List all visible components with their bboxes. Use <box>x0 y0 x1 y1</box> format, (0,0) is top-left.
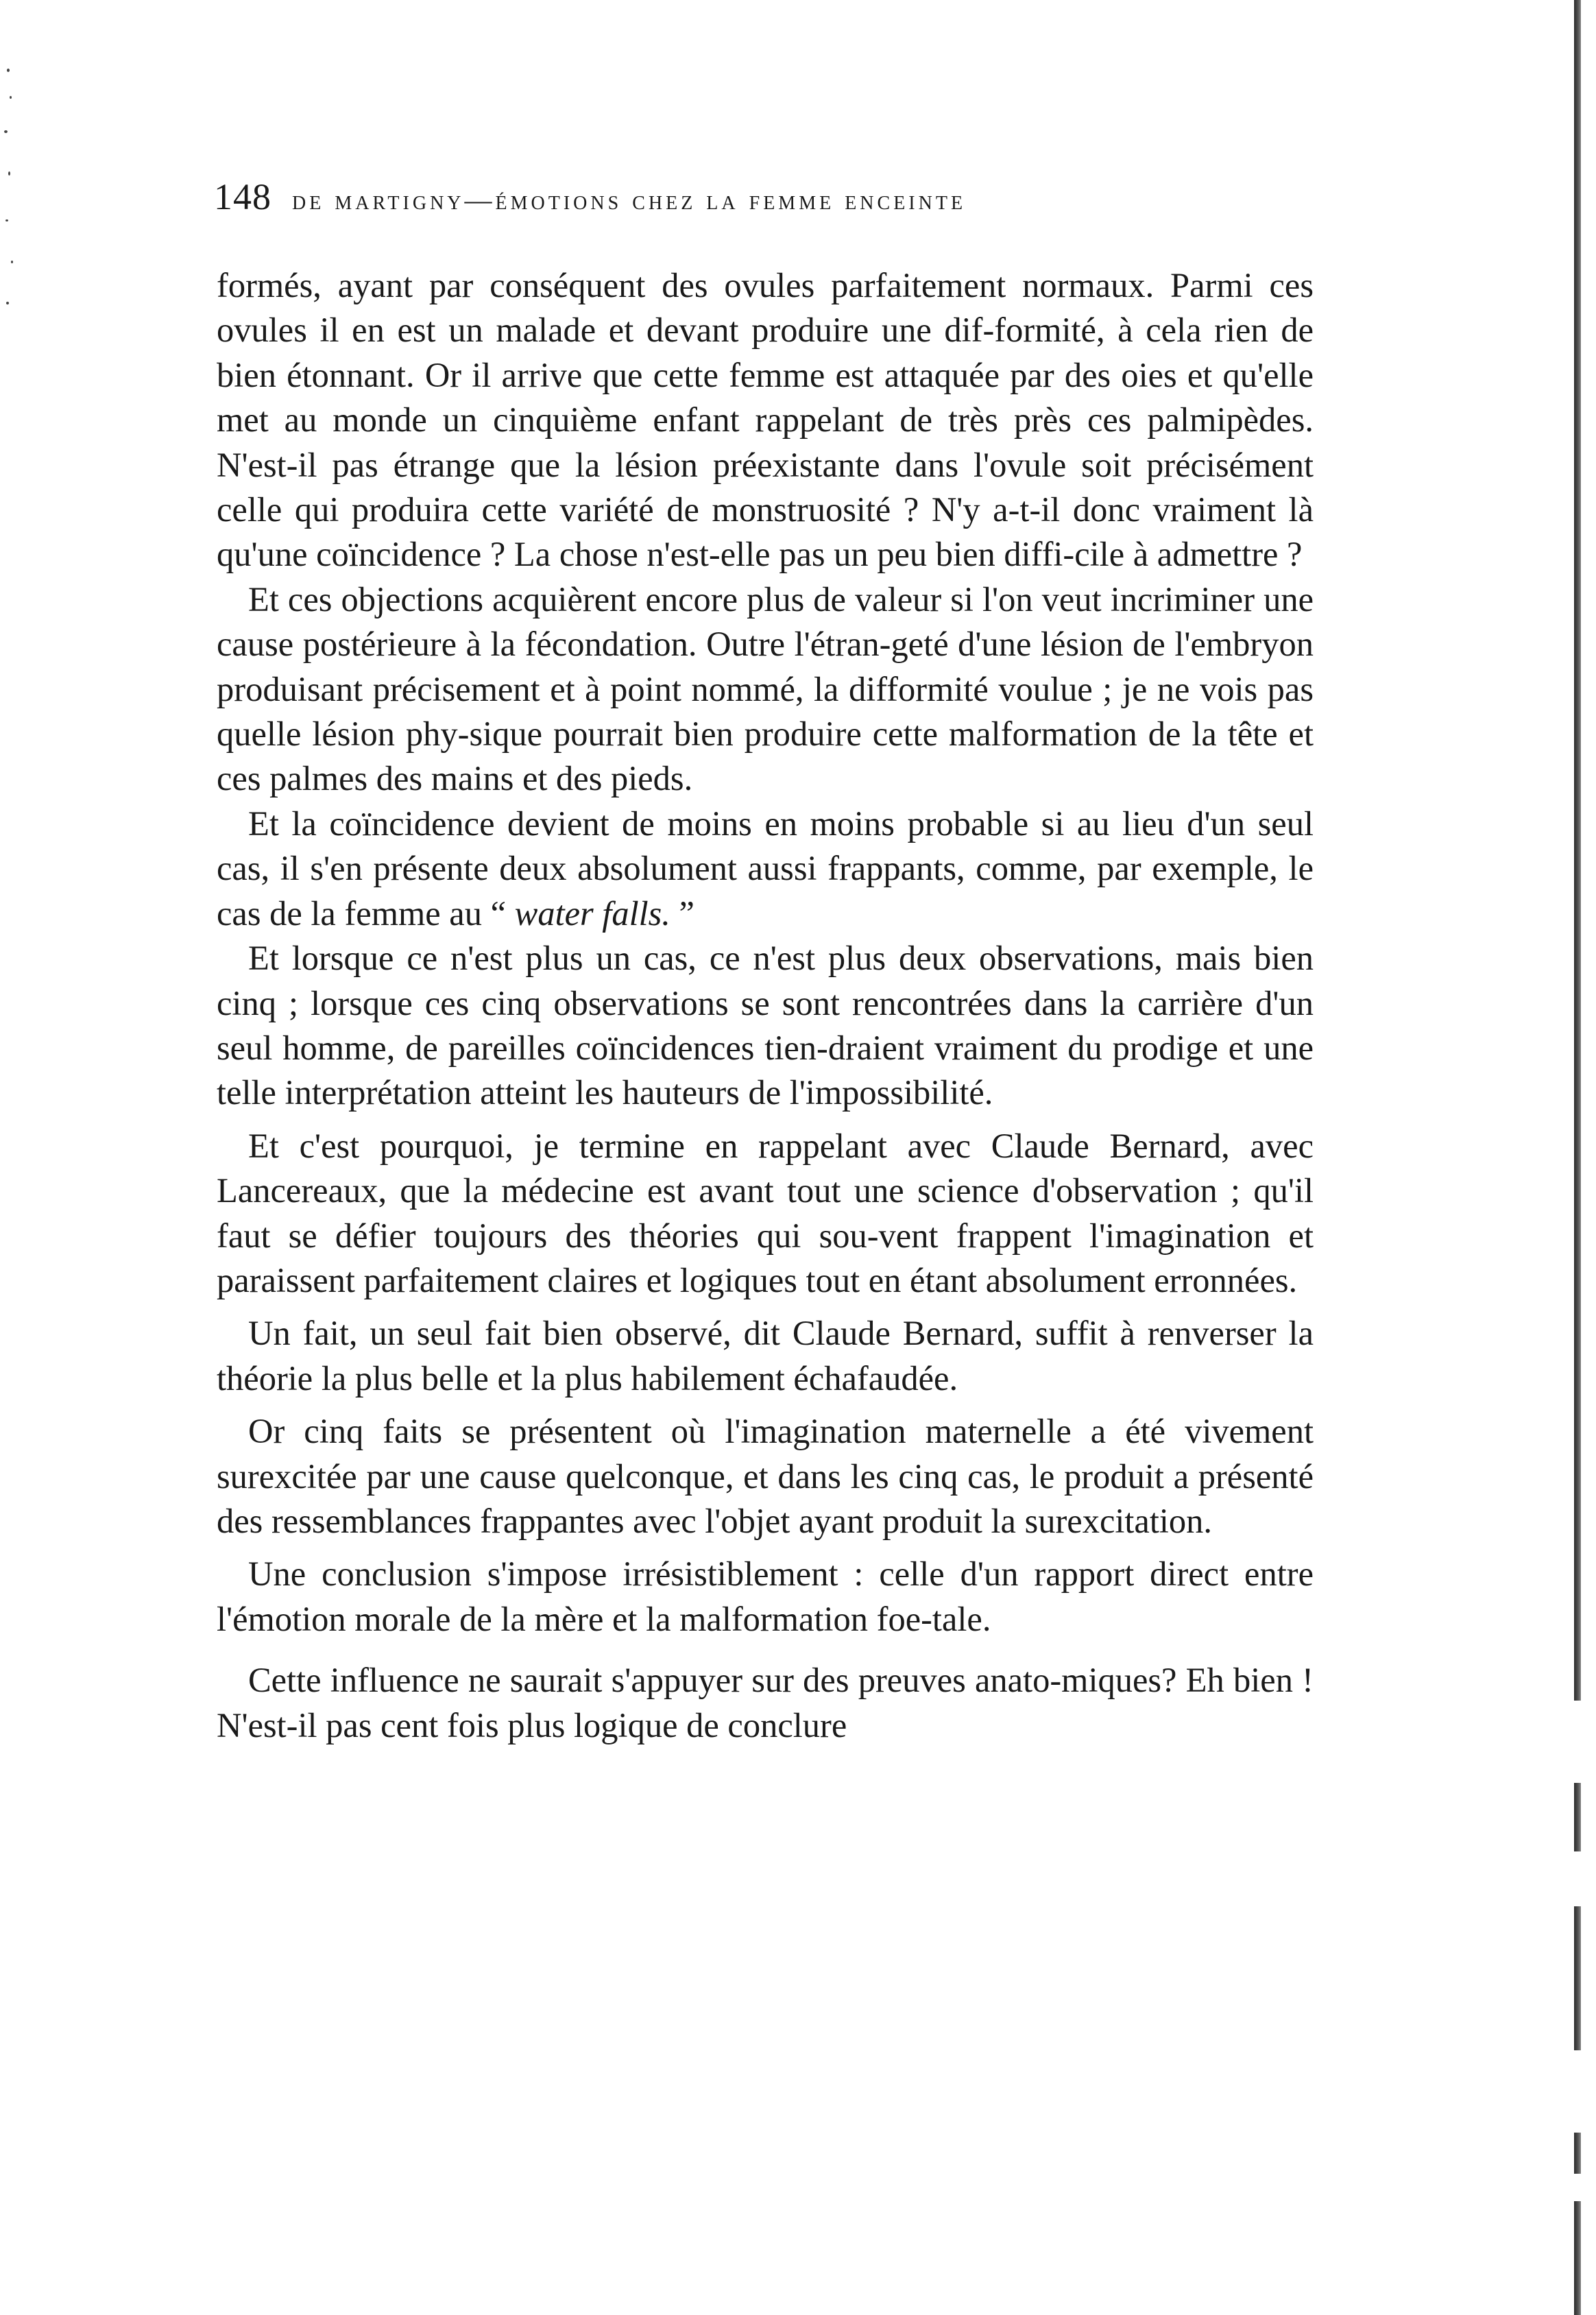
binding-edge <box>1569 0 1596 2315</box>
running-head-title: de martigny—émotions chez la femme enceinte <box>292 184 967 215</box>
paragraph-3 <box>217 802 1314 936</box>
binding-edge-line <box>1574 0 1581 2315</box>
scan-specks <box>0 55 21 343</box>
paragraph-7: Or cinq faits se présentent où l'imagination maternelle a été vivement surexcitée par une cause quelconque, et dans les cinq cas, le produit a présenté des ressemblances frappantes avec l'objet ayant produit la surexcitation. <box>217 1412 1314 1540</box>
paragraph-3-close-quote: ” <box>670 893 694 933</box>
paragraph-4: Et lorsque ce n'est plus un cas, ce n'est plus deux observations, mais bien cinq ; lorsque ces cinq observations se sont rencontrées dans la carrière d'un seul homme, de pareilles coïncidences tien-draient vraiment du prodige et une telle interprétation atteint les hauteurs de l'impossibilité. <box>217 939 1314 1112</box>
paragraph-6: Un fait, un seul fait bien observé, dit Claude Bernard, suffit à renverser la théorie la plus belle et la plus habilement échafaudée. <box>217 1314 1314 1398</box>
paragraph-1: formés, ayant par conséquent des ovules parfaitement normaux. Parmi ces ovules il en est un malade et devant produire une dif-formité, à cela rien de bien étonnant. Or il arrive que cette femme est attaquée par des oies et qu'elle met au monde un cinquième enfant rappelant de très près ces palmipèdes. N'est-il pas étrange que la lésion préexistante dans l'ovule soit précisément celle qui produira cette variété de monstruosité ? N'y a-t-il donc vraiment là qu'une coïncidence ? La chose n'est-elle pas un peu bien diffi-cile à admettre ? <box>217 266 1314 574</box>
paragraph-3-text: Et la coïncidence devient de moins en moins probable si au lieu d'un seul cas, il s'en présente deux absolument aussi frappants, comme, par exemple, le cas de la femme au “ <box>217 804 1314 933</box>
page-number: 148 <box>214 176 271 217</box>
paragraph-9: Cette influence ne saurait s'appuyer sur des preuves anato-miques? Eh bien ! N'est-il pas cent fois plus logique de conclure <box>217 1661 1314 1744</box>
paragraph-5: Et c'est pourquoi, je termine en rappelant avec Claude Bernard, avec Lancereaux, que la médecine est avant tout une science d'observation ; qu'il faut se défier toujours des théories qui sou-vent frappent l'imagination et paraissent parfaitement claires et logiques tout en étant absolument erronnées. <box>217 1126 1314 1299</box>
paragraph-2: Et ces objections acquièrent encore plus de valeur si l'on veut incriminer une cause postérieure à la fécondation. Outre l'étran-geté d'une lésion de l'embryon produisant précisement et à point nommé, la difformité voulue ; je ne vois pas quelle lésion phy-sique pourrait bien produire cette malformation de la tête et ces palmes des mains et des pieds. <box>217 579 1314 798</box>
body-text <box>217 263 1314 1748</box>
paragraph-8: Une conclusion s'impose irrésistiblement : celle d'un rapport direct entre l'émotion morale de la mère et la malformation foe-tale. <box>217 1555 1314 1638</box>
paragraph-3-italic: water falls. <box>514 893 670 933</box>
running-head <box>214 176 1256 230</box>
